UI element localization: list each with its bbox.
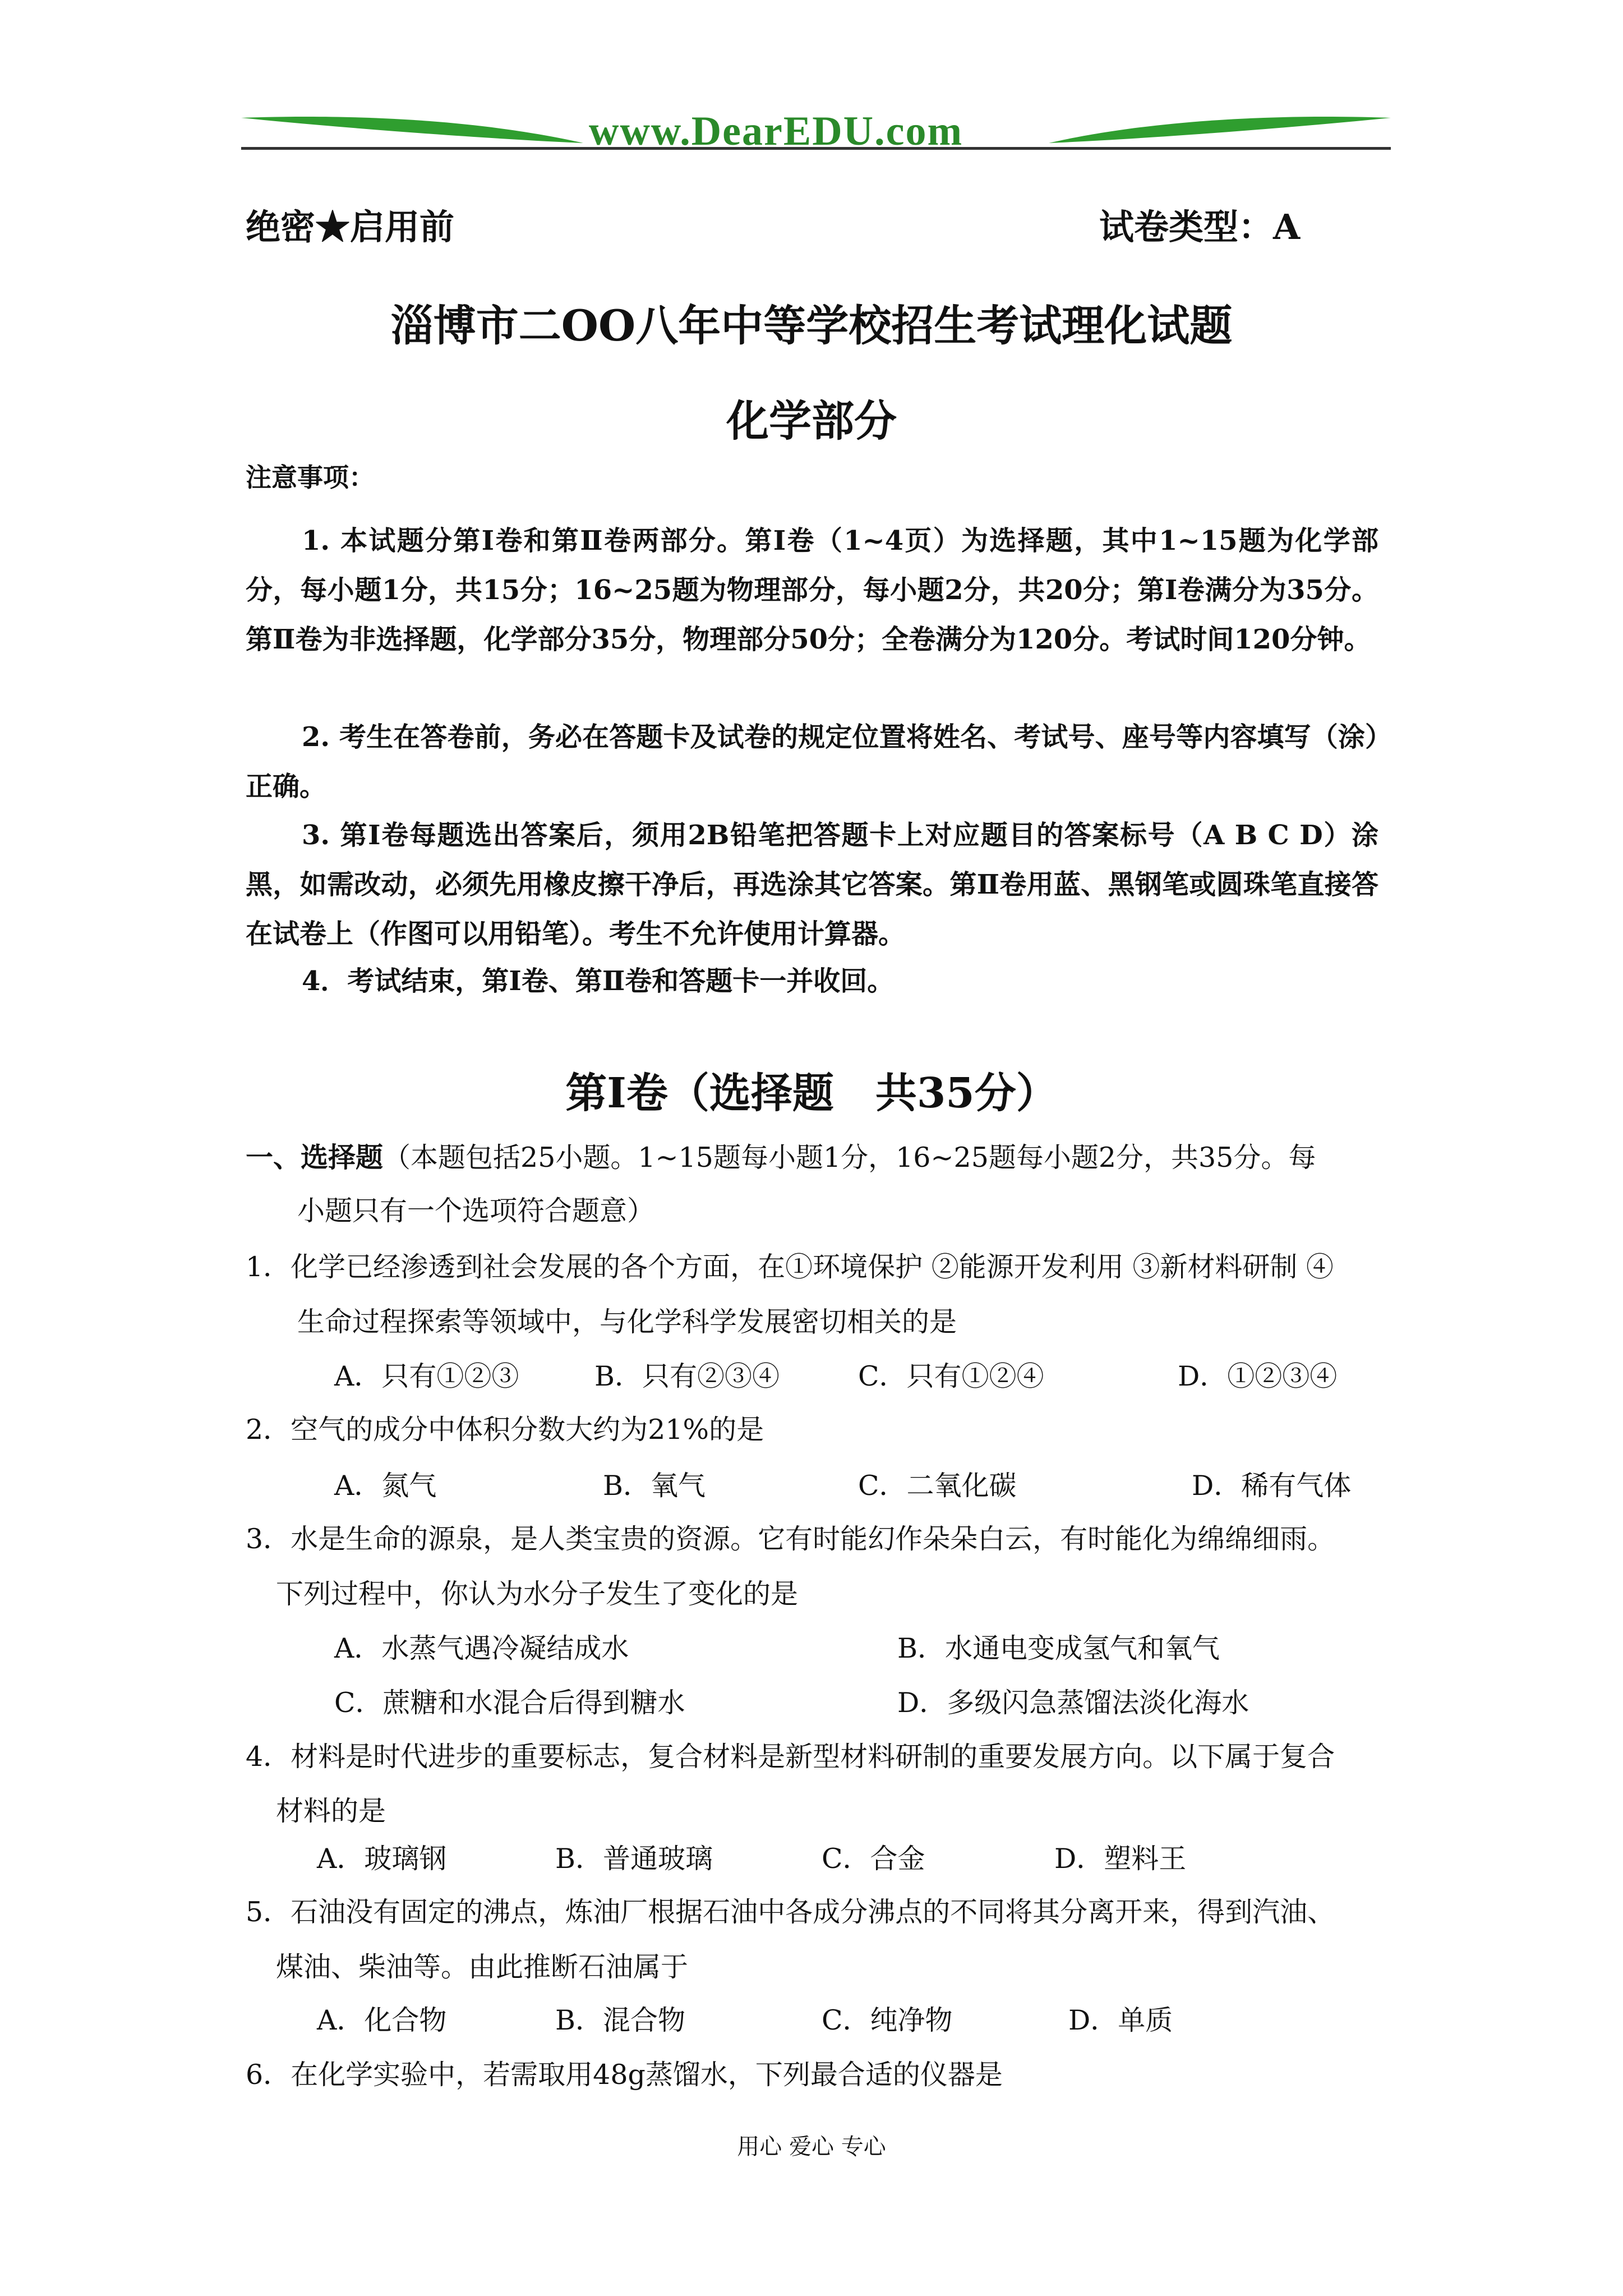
- site-logo-text: www.DearEDU.com: [589, 108, 963, 154]
- question-5-option-b: B．混合物: [555, 2004, 686, 2036]
- question-1-line-2: 生命过程探索等领域中，与化学科学发展密切相关的是: [297, 1306, 957, 1338]
- question-4-option-b: B．普通玻璃: [555, 1843, 713, 1875]
- question-3-option-b: B．水通电变成氢气和氧气: [897, 1632, 1220, 1664]
- question-1-option-c: C．只有①②④: [858, 1360, 1044, 1392]
- page-footer: 用心 爱心 专心: [737, 2134, 886, 2160]
- section-intro: [246, 1136, 1316, 1175]
- question-2-line-1: 2．空气的成分中体积分数大约为21%的是: [246, 1414, 764, 1446]
- section-intro-text: （本题包括25小题。1~15题每小题1分，16~25题每小题2分，共35分。每: [383, 1142, 1316, 1174]
- question-5-option-a: A．化合物: [317, 2004, 447, 2036]
- confidential-label: 绝密★启用前: [246, 206, 455, 247]
- section-intro-label: 一、选择题: [246, 1141, 384, 1174]
- section-intro-continued: 小题只有一个选项符合题意）: [297, 1195, 655, 1227]
- question-1-option-a: A．只有①②③: [334, 1360, 519, 1392]
- question-2-option-d: D．稀有气体: [1192, 1470, 1352, 1502]
- section-title: 第Ⅰ卷（选择题 共35分）: [565, 1069, 1058, 1117]
- question-3-option-d: D．多级闪急蒸馏法淡化海水: [897, 1687, 1249, 1719]
- question-2-option-b: B．氧气: [603, 1470, 706, 1502]
- note-item-1: 1. 本试题分第Ⅰ卷和第Ⅱ卷两部分。第Ⅰ卷（1~4页）为选择题，其中1~15题为化学部分，每小题1分，共15分；16~25题为物理部分，每小题2分，共20分；第Ⅰ卷满分为35分。第Ⅱ卷为非选择题，化学部分35分，物理部分50分；全卷满分为120分。考试时间120分钟。: [246, 525, 1378, 655]
- question-5-option-d: D．单质: [1068, 2004, 1173, 2036]
- question-4-line-1: 4．材料是时代进步的重要标志，复合材料是新型材料研制的重要发展方向。以下属于复合: [246, 1741, 1335, 1773]
- exam-subtitle: 化学部分: [726, 396, 897, 446]
- question-1-option-b: B．只有②③④: [594, 1360, 780, 1392]
- question-5-option-c: C．纯净物: [822, 2004, 953, 2036]
- question-4-option-a: A．玻璃钢: [317, 1843, 447, 1875]
- question-4-line-2: 材料的是: [276, 1795, 386, 1827]
- question-4-option-d: D．塑料王: [1054, 1843, 1187, 1875]
- question-4-option-c: C．合金: [822, 1843, 925, 1875]
- question-1-line-1: 1．化学已经渗透到社会发展的各个方面，在①环境保护 ②能源开发利用 ③新材料研制 ④: [246, 1251, 1334, 1283]
- notes-heading: 注意事项：: [246, 462, 375, 493]
- question-1-option-d: D．①②③④: [1178, 1360, 1338, 1392]
- paper-type-label: 试卷类型：A: [1099, 206, 1301, 247]
- question-2-option-c: C．二氧化碳: [858, 1470, 1017, 1502]
- header-rule: [241, 147, 1391, 150]
- note-item-2: 2. 考生在答卷前，务必在答题卡及试卷的规定位置将姓名、考试号、座号等内容填写（涂）正确。: [246, 721, 1378, 802]
- question-3-line-1: 3．水是生命的源泉，是人类宝贵的资源。它有时能幻作朵朵白云，有时能化为绵绵细雨。: [246, 1523, 1335, 1555]
- question-3-option-a: A．水蒸气遇冷凝结成水: [334, 1632, 629, 1664]
- question-5-line-2: 煤油、柴油等。由此推断石油属于: [276, 1951, 689, 1983]
- note-item-4: 4．考试结束，第Ⅰ卷、第Ⅱ卷和答题卡一并收回。: [302, 965, 895, 997]
- question-2-option-a: A．氮气: [334, 1470, 437, 1502]
- note-item-3: 3. 第Ⅰ卷每题选出答案后，须用2B铅笔把答题卡上对应题目的答案标号（A B C D）涂黑，如需改动，必须先用橡皮擦干净后，再选涂其它答案。第Ⅱ卷用蓝、黑钢笔或圆珠笔直接答在试卷上（作图可以用铅笔）。考生不允许使用计算器。: [246, 820, 1378, 950]
- question-5-line-1: 5．石油没有固定的沸点，炼油厂根据石油中各成分沸点的不同将其分离开来，得到汽油、: [246, 1896, 1335, 1928]
- question-3-option-c: C．蔗糖和水混合后得到糖水: [334, 1687, 685, 1719]
- question-6-line-1: 6．在化学实验中，若需取用48g蒸馏水，下列最合适的仪器是: [246, 2059, 1003, 2091]
- question-3-line-2: 下列过程中，你认为水分子发生了变化的是: [276, 1578, 799, 1610]
- exam-title: 淄博市二OO八年中等学校招生考试理化试题: [390, 301, 1233, 351]
